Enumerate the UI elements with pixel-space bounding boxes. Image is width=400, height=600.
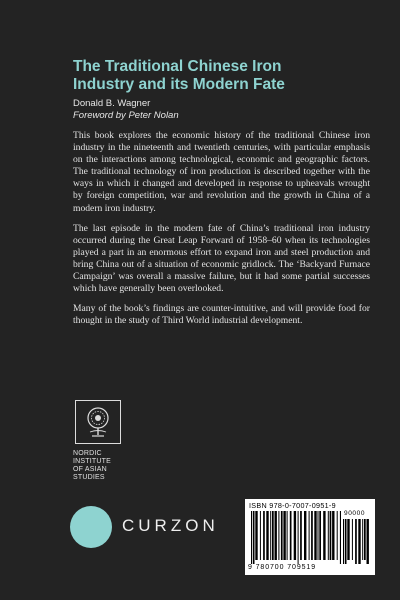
price-barcode-bars xyxy=(343,519,370,564)
book-title xyxy=(73,58,373,94)
nias-line-3: OF ASIAN xyxy=(73,466,107,473)
book-description xyxy=(73,130,370,335)
nias-line-1: NORDIC xyxy=(73,450,102,457)
price-code: 90000 xyxy=(344,510,366,517)
description-paragraph-3: Many of the book’s findings are counter-intuitive, and will provide food for thought in the study of Third World industrial development. xyxy=(73,303,370,327)
ean-barcode-bars xyxy=(251,511,341,564)
nias-imprint xyxy=(73,400,133,482)
nias-line-2: INSTITUTE xyxy=(73,458,111,465)
nias-line-4: STUDIES xyxy=(73,474,105,481)
foreword-author: Peter Nolan xyxy=(128,110,179,121)
title-line-1: The Traditional Chinese Iron xyxy=(73,58,282,75)
foreword-label: Foreword by xyxy=(73,110,126,121)
title-line-2: Industry and its Modern Fate xyxy=(73,76,285,93)
description-paragraph-2: The last episode in the modern fate of China’s traditional iron industry occurred during the Great Leap Forward of 1958–60 when its technologies played a part in an enormous effort to expand iron and steel production and bring China out of a situation of economic gridlock. The ‘Backyard Furnace Campaign’ was overall a massive failure, but it had some partial successes which have generally been overlooked. xyxy=(73,222,370,295)
isbn-barcode xyxy=(245,499,375,575)
description-paragraph-1: This book explores the economic history of the traditional Chinese iron industry in the nineteenth and twentieth centuries, with particular emphasis on the interactions among technological, economic and geographic factors. The traditional technology of iron production is described together with the ways in which it changed and developed in response to upheavals wrought by foreign competition, war and revolution and the growth in China of a modern iron industry. xyxy=(73,130,370,214)
nias-name xyxy=(73,450,133,482)
curzon-logo-circle-icon xyxy=(70,506,112,548)
curzon-publisher-name: CURZON xyxy=(122,516,219,535)
foreword-credit xyxy=(73,110,179,121)
ean-digits: 9 780700 709519 xyxy=(248,564,316,571)
author-name: Donald B. Wagner xyxy=(73,98,151,109)
isbn-number: ISBN 978-0-7007-0951-9 xyxy=(249,501,336,510)
nias-tree-logo-icon xyxy=(75,400,121,444)
